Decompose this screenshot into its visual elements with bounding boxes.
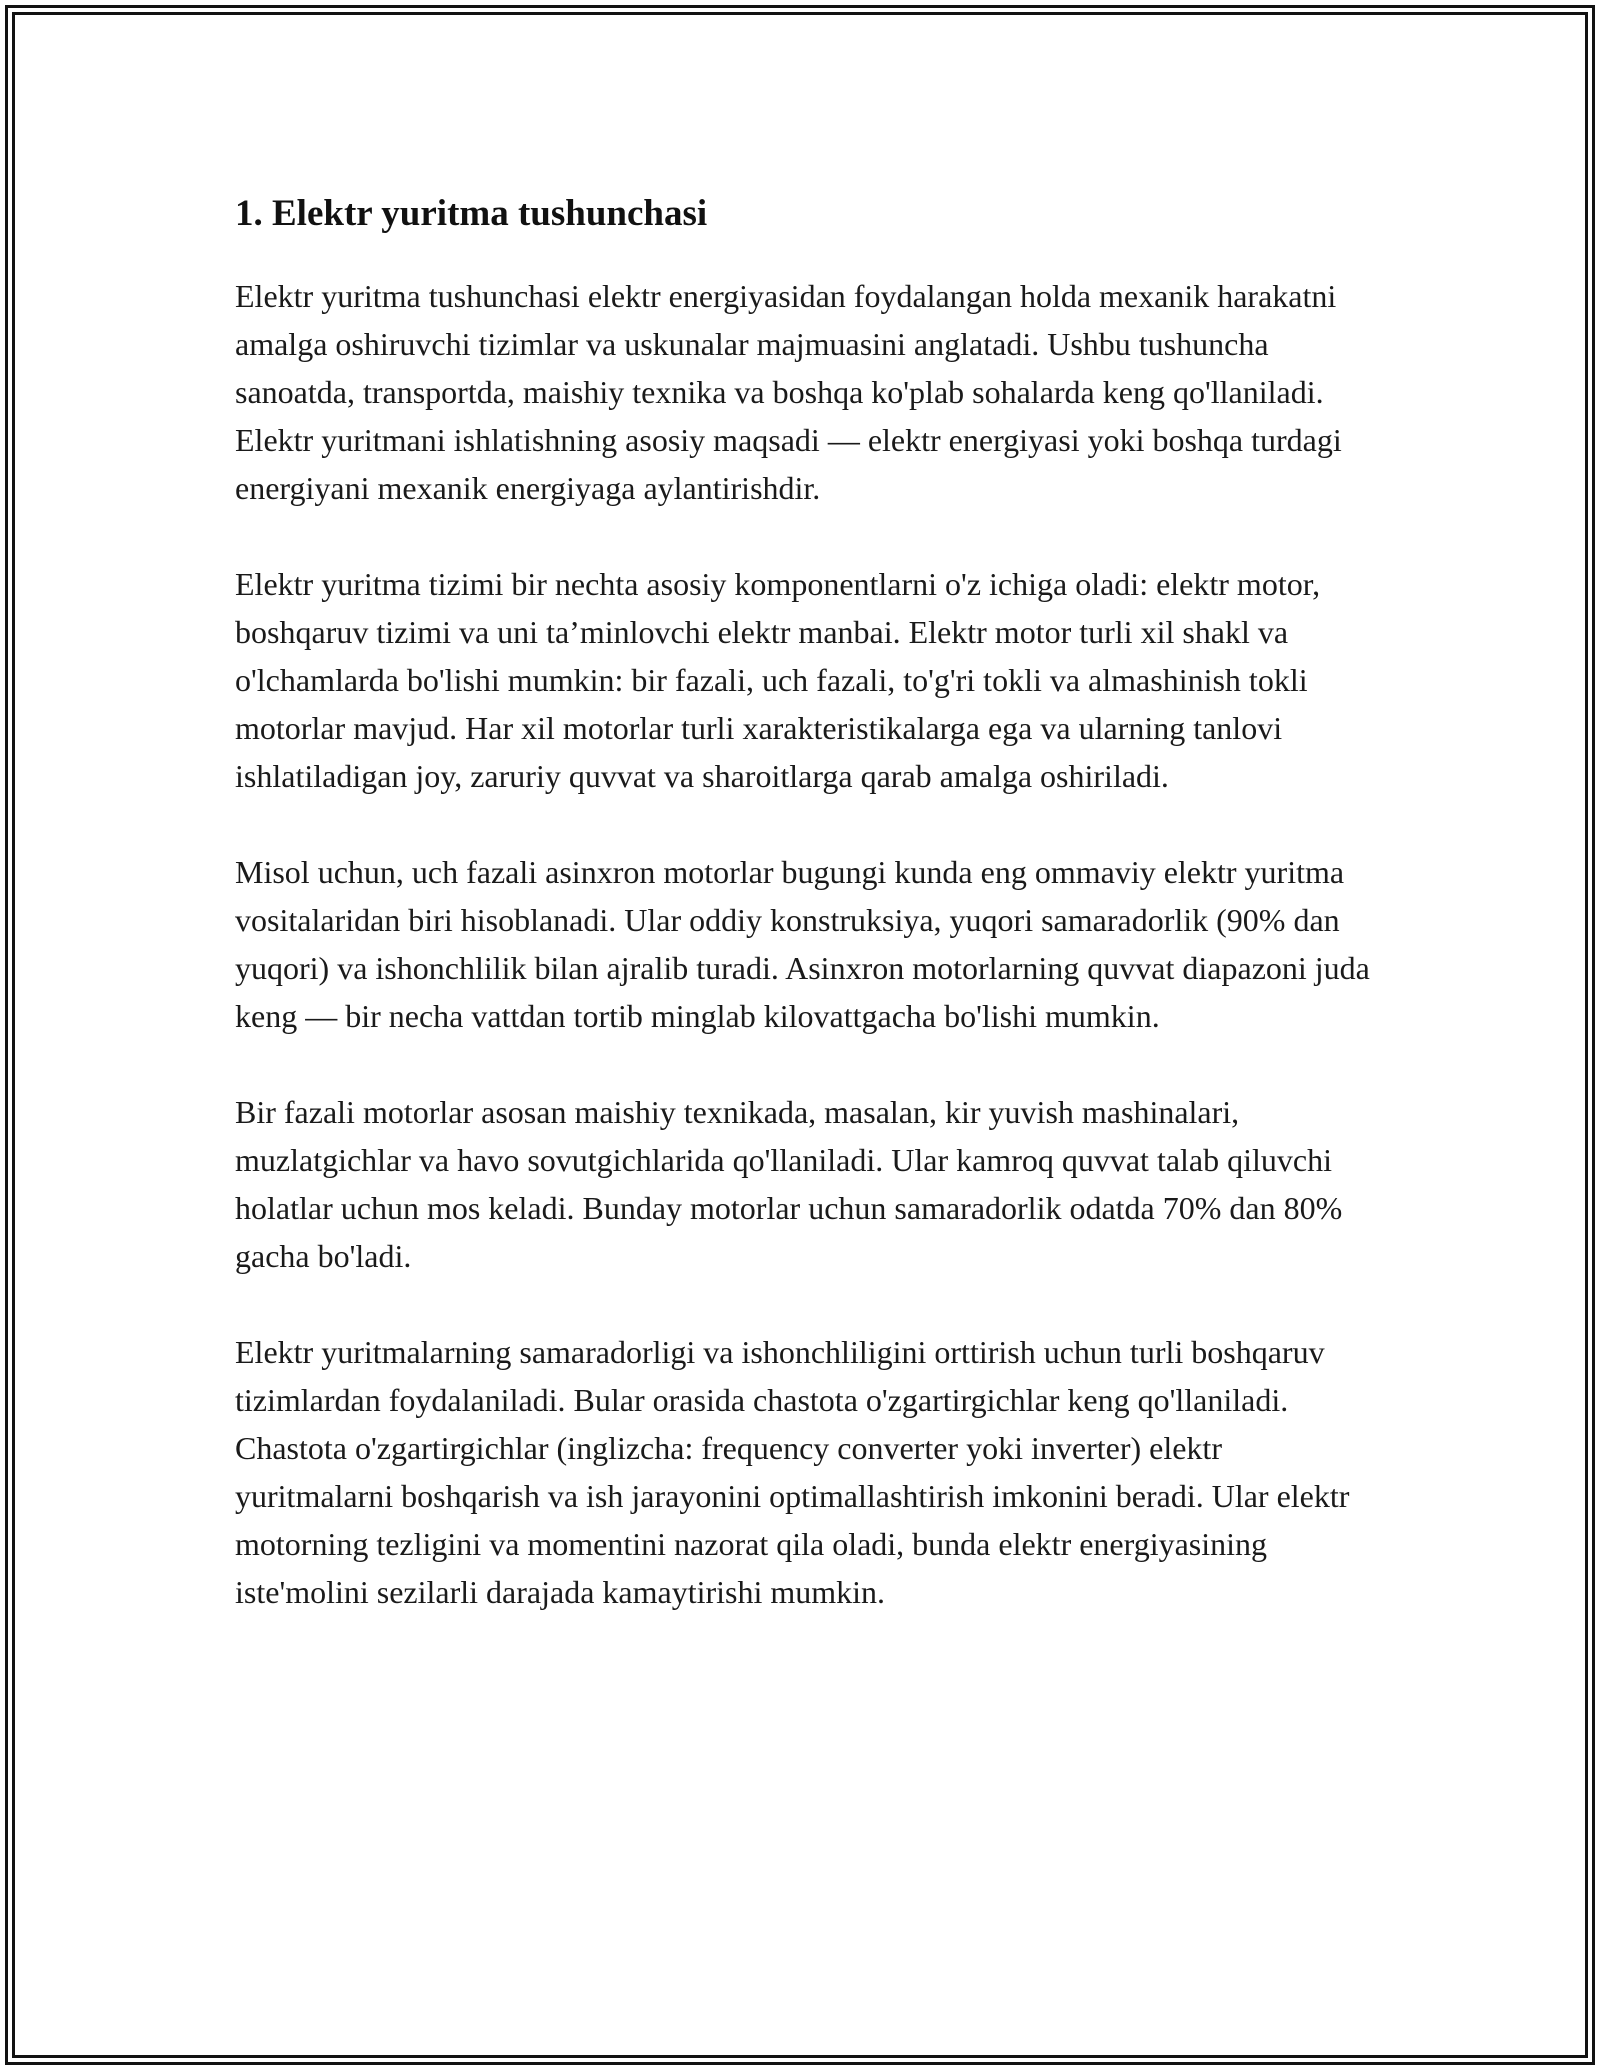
- section-heading: 1. Elektr yuritma tushunchasi: [235, 193, 708, 234]
- paragraph-components: Elektr yuritma tizimi bir nechta asosiy komponentlarni o'z ichiga oladi: elektr motor, boshqaruv tizimi va uni ta’minlovchi elektr manbai. Elektr motor turli xil shakl va o'lchamlarda bo'lishi mumkin: bir fazali, uch fazali, to'g'ri tokli va almashinish tokli motorlar mavjud. Har xil motorlar turli xarakteristikalarga ega va ularning tanlovi ishlatiladigan joy, zaruriy quvvat va sharoitlarga qarab amalga oshiriladi.: [235, 566, 1321, 794]
- paragraph-frequency-converters: Elektr yuritmalarning samaradorligi va ishonchliligini orttirish uchun turli boshqaruv tizimlardan foydalaniladi. Bular orasida chastota o'zgartirgichlar keng qo'llaniladi. Chastota o'zgartirgichlar (inglizcha: frequency converter yoki inverter) elektr yuritmalarni boshqarish va ish jarayonini optimallashtirish imkonini beradi. Ular elektr motorning tezligini va momentini nazorat qila oladi, bunda elektr energiyasining iste'molini sezilarli darajada kamaytirishi mumkin.: [235, 1334, 1350, 1610]
- paragraph-three-phase-motors: Misol uchun, uch fazali asinxron motorlar bugungi kunda eng ommaviy elektr yuritma vositalaridan biri hisoblanadi. Ular oddiy konstruksiya, yuqori samaradorlik (90% dan yuqori) va ishonchlilik bilan ajralib turadi. Asinxron motorlarning quvvat diapazoni juda keng — bir necha vattdan tortib minglab kilovattgacha bo'lishi mumkin.: [235, 854, 1370, 1034]
- paragraph-definition: Elektr yuritma tushunchasi elektr energiyasidan foydalangan holda mexanik harakatni amalga oshiruvchi tizimlar va uskunalar majmuasini anglatadi. Ushbu tushuncha sanoatda, transportda, maishiy texnika va boshqa ko'plab sohalarda keng qo'llaniladi. Elektr yuritmani ishlatishning asosiy maqsadi — elektr energiyasi yoki boshqa turdagi energiyani mexanik energiyaga aylantirishdir.: [235, 278, 1342, 506]
- document-body: [235, 186, 1370, 1664]
- paragraph-single-phase-motors: Bir fazali motorlar asosan maishiy texnikada, masalan, kir yuvish mashinalari, muzlatgichlar va havo sovutgichlarida qo'llaniladi. Ular kamroq quvvat talab qiluvchi holatlar uchun mos keladi. Bunday motorlar uchun samaradorlik odatda 70% dan 80% gacha bo'ladi.: [235, 1094, 1343, 1274]
